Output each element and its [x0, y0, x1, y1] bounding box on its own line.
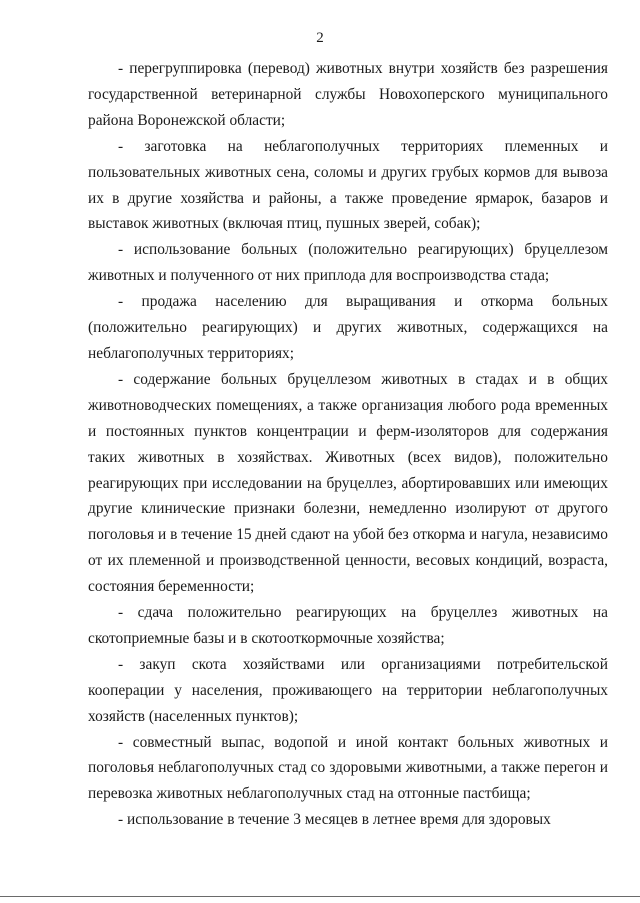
list-item: - продажа населению для выращивания и откорма больных (положительно реагирующих) и других животных, содержащихся на неблагополучных территориях;	[88, 293, 608, 362]
list-item: - сдача положительно реагирующих на бруцеллез животных на скотоприемные базы и в скотооткормочные хозяйства;	[88, 604, 608, 647]
list-item: - использование в течение 3 месяцев в летнее время для здоровых	[118, 811, 551, 829]
document-body	[88, 56, 608, 833]
page-number: 2	[316, 30, 324, 46]
list-item: - перегруппировка (перевод) животных внутри хозяйств без разрешения государственной ветеринарной службы Новохоперского муниципального района Воронежской области;	[88, 60, 608, 129]
list-item: - заготовка на неблагополучных территориях племенных и пользовательных животных сена, соломы и других грубых кормов для вывоза их в другие хозяйства и районы, а также проведение ярмарок, базаров и выставок животных (включая птиц, пушных зверей, собак);	[88, 137, 608, 233]
list-item: - закуп скота хозяйствами или организациями потребительской кооперации у населения, проживающего на территории неблагополучных хозяйств (населенных пунктов);	[88, 655, 608, 725]
list-item: - совместный выпас, водопой и иной контакт больных животных и поголовья неблагополучных стад со здоровыми животными, а также перегон и перевозка животных неблагополучных стад на отгонные пастбища;	[88, 733, 608, 803]
list-item: - содержание больных бруцеллезом животных в стадах и в общих животноводческих помещениях, а также организация любого рода временных и постоянных пунктов концентрации и ферм-изоляторов для содержания таких животных в хозяйствах. Животных (всех видов), положительно реагирующих при исследовании на бруцеллез, абортировавших или имеющих другие клинические признаки болезни, немедленно изолируют от другого поголовья и в течение 15 дней сдают на убой без откорма и нагула, независимо от их племенной и производственной ценности, весовых кондиций, возраста, состояния беременности;	[88, 370, 608, 596]
list-item: - использование больных (положительно реагирующих) бруцеллезом животных и полученного от них приплода для воспроизводства стада;	[88, 241, 608, 285]
page-bottom-divider	[0, 896, 640, 897]
